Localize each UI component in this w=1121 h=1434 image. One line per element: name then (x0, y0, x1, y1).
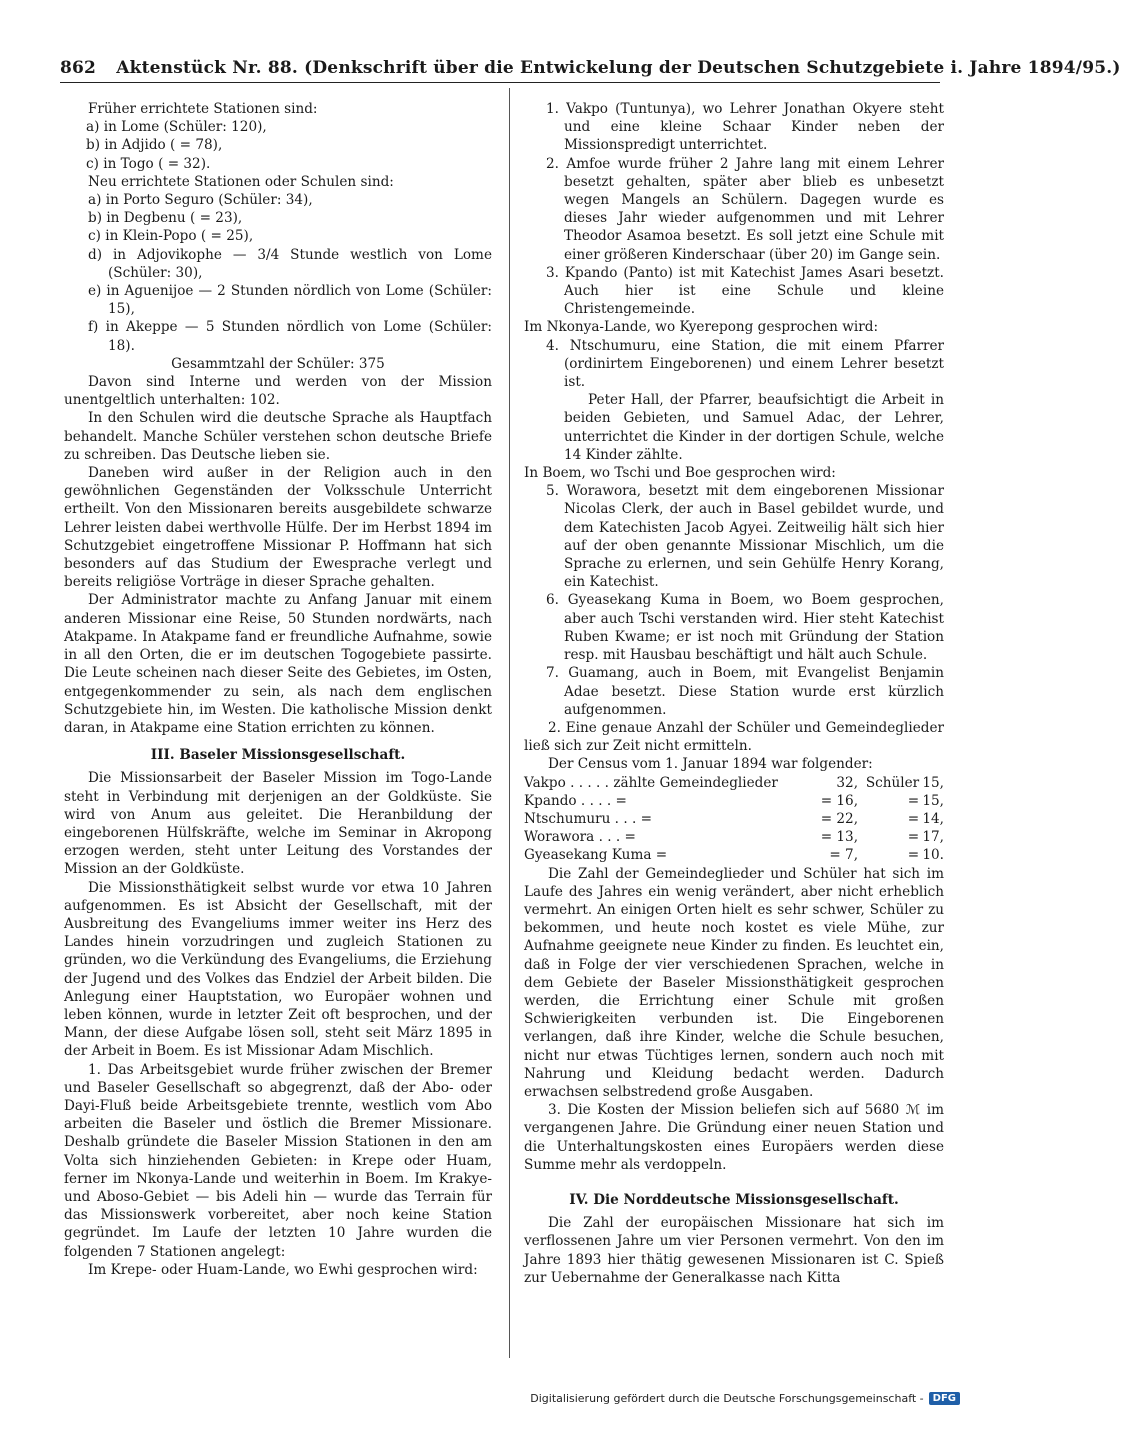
census-label: = (907, 829, 920, 846)
right-column (524, 100, 944, 1287)
census-place: Vakpo . . . . . zählte Gemeindeglieder (524, 774, 778, 791)
census-members: = 22, (820, 810, 859, 827)
census-pupils: 10. (922, 847, 944, 864)
paragraph: Im Krepe- oder Huam-Lande, wo Ewhi gesprochen wird: (88, 1261, 478, 1278)
census-label: = (907, 810, 920, 827)
list-item: 6. Gyeasekang Kuma in Boem, wo Boem gesprochen, aber auch Tschi verstanden wird. Hier steht Katechist Ruben Kwame; er ist noch mit Gründung der Station resp. mit Hausbau beschäftigt und hält auch Schule. (546, 592, 944, 664)
list-item: c) in Klein-Popo ( = 25), (88, 228, 254, 245)
section-heading: III. Baseler Missionsgesellschaft. (150, 747, 406, 764)
running-title: Aktenstück Nr. 88. (Denkschrift über die Entwickelung der Deutschen Schutzgebiete i. Jahre 1894/95.) (116, 58, 1121, 78)
subheading: Im Nkonya-Lande, wo Kyerepong gesprochen wird: (524, 319, 879, 336)
spacer (524, 1174, 944, 1182)
list-item: b) in Adjido ( = 78), (86, 137, 223, 154)
paragraph: 2. Eine genaue Anzahl der Schüler und Gemeindeglieder ließ sich zur Zeit nicht ermitteln. (524, 719, 944, 755)
paragraph: Neu errichtete Stationen oder Schulen sind: (88, 173, 394, 190)
page-header (60, 58, 1121, 78)
census-place: Ntschumuru . . . = (524, 810, 652, 827)
list-item: f) in Akeppe — 5 Stunden nördlich von Lome (Schüler: 18). (88, 319, 492, 354)
paragraph: In den Schulen wird die deutsche Sprache als Hauptfach behandelt. Manche Schüler verstehen schon deutsche Briefe zu schreiben. Das Deutsche lieben sie. (64, 410, 492, 463)
list-item: d) in Adjovikophe — 3/4 Stunde westlich von Lome (Schüler: 30), (88, 246, 492, 281)
table-row (524, 774, 944, 792)
census-table (524, 774, 944, 865)
paragraph: Daneben wird außer in der Religion auch in den gewöhnlichen Gegenständen der Volksschule Unterricht ertheilt. Von den Missionaren bereits ausgebildete schwarze Lehrer leisten dabei werthvolle Hülfe. Der im Herbst 1894 im Schutzgebiet eingetroffene Missionar P. Hoffmann hat sich besonders auf das Studium der Ewesprache verlegt und bereits religiöse Vorträge in dieser Sprache gehalten. (64, 465, 492, 591)
list-item: e) in Aguenijoe — 2 Stunden nördlich von Lome (Schüler: 15), (88, 283, 492, 318)
census-label: = (907, 847, 920, 864)
paragraph: Der Administrator machte zu Anfang Januar mit einem anderen Missionar eine Reise, 50 Stunden nordwärts, nach Atakpame. In Atakpame fand er freundliche Aufnahme, sowie in all den Orten, die er im deutschen Togogebiete passirte. Die Leute scheinen nach dieser Seite des Gebietes, im Osten, entgegenkommender zu sein, als nach dem englischen Schutzgebiete hin, im Westen. Die katholische Mission denkt daran, in Atakpame eine Station errichten zu können. (64, 592, 492, 736)
census-pupils: 15, (922, 792, 944, 809)
dfg-logo: DFG (929, 1392, 960, 1405)
census-place: Worawora . . . = (524, 829, 636, 846)
list-item: 2. Amfoe wurde früher 2 Jahre lang mit einem Lehrer besetzt gehalten, später aber blieb es unbesetzt wegen Mangels an Schülern. Dagegen wurde es dieses Jahr wieder aufgenommen und mit Lehrer Theodor Asamoa besetzt. Es soll jetzt eine Schule mit einer größeren Kinderschaar (über 20) im Gange sein. (546, 155, 944, 263)
list-item: c) in Togo ( = 32). (86, 155, 211, 172)
section-heading: IV. Die Norddeutsche Missionsgesellschaft. (569, 1191, 899, 1208)
column-divider (509, 88, 510, 1358)
list-item: 1. Vakpo (Tuntunya), wo Lehrer Jonathan Okyere steht und eine kleine Schaar Kinder neben der Missionspredigt unterrichtet. (546, 101, 944, 154)
list-item: a) in Lome (Schüler: 120), (86, 119, 267, 136)
footer-text: Digitalisierung gefördert durch die Deutsche Forschungsgemeinschaft - (530, 1392, 924, 1405)
paragraph: Der Census vom 1. Januar 1894 war folgender: (548, 756, 873, 773)
page-number: 862 (60, 58, 97, 78)
paragraph: Früher errichtete Stationen sind: (88, 101, 318, 117)
paragraph: 1. Das Arbeitsgebiet wurde früher zwischen der Bremer und Baseler Gesellschaft so abgegrenzt, daß der Abo- oder Dayi-Fluß beide Arbeitsgebiete trennte, westlich vom Abo arbeiten die Baseler und östlich die Bremer Missionare. Deshalb gründete die Baseler Mission Stationen in den am Volta sich hinziehenden Gebieten: in Krepe oder Huam, ferner im Nkonya-Lande und weiterhin in Boem. Im Krakye- und Aboso-Gebiet — bis Adeli hin — wurde das Terrain für das Missionswerk vorbereitet, aber noch keine Station gegründet. Im Laufe der letzten 10 Jahre wurden die folgenden 7 Stationen angelegt: (64, 1061, 492, 1260)
census-label: = (907, 792, 920, 809)
paragraph: Die Missionsarbeit der Baseler Mission im Togo-Lande steht in Verbindung mit derjenigen an der Goldküste. Sie wird von Anum aus geleitet. Die Heranbildung der eingeborenen Hülfskräfte, welche im Seminar in Akropong erzogen werden, steht unter Leitung des Vorstandes der Mission an der Goldküste. (64, 770, 492, 878)
list-item: b) in Degbenu ( = 23), (88, 210, 243, 227)
census-members: = 7, (829, 847, 859, 864)
list-item: 3. Kpando (Panto) ist mit Katechist James Asari besetzt. Auch hier ist eine Schule und kleine Christengemeinde. (546, 264, 944, 318)
census-members: = 13, (820, 829, 859, 846)
table-row (524, 792, 944, 810)
header-rule (60, 82, 940, 83)
list-item: 7. Guamang, auch in Boem, mit Evangelist Benjamin Adae besetzt. Diese Station wurde erst kürzlich aufgenommen. (546, 665, 944, 718)
census-label: Schüler (865, 774, 920, 791)
paragraph: 3. Die Kosten der Mission beliefen sich auf 5680 ℳ im vergangenen Jahre. Die Gründung einer neuen Station und die Unterhaltungskosten eines Europäers werden diese Summe mehr als verdoppeln. (524, 1102, 944, 1173)
census-place: Gyeasekang Kuma = (524, 847, 668, 864)
table-row (524, 846, 944, 864)
table-row (524, 810, 944, 828)
table-row (524, 828, 944, 846)
subheading: In Boem, wo Tschi und Boe gesprochen wird: (524, 465, 836, 482)
paragraph: Die Zahl der Gemeindeglieder und Schüler hat sich im Laufe des Jahres ein wenig verändert, aber nicht erheblich vermehrt. An einigen Orten hielt es sehr schwer, Schüler zu bekommen, und heute noch kostet es viele Mühe, zur Aufnahme geeignete neue Kinder zu finden. Es leuchtet ein, daß in Folge der vier verschiedenen Sprachen, welche in dem Gebiete der Baseler Missionsthätigkeit gesprochen werden, die Errichtung einer Schule mit großen Schwierigkeiten verbunden ist. Die Eingeborenen verlangen, daß ihre Kinder, welche die Schule besuchen, nicht nur etwas Tüchtiges lernen, sondern auch noch mit Nahrung und Kleidung bedacht werden. Dadurch erwachsen selbstredend große Ausgaben. (524, 865, 944, 1100)
paragraph: Die Missionsthätigkeit selbst wurde vor etwa 10 Jahren aufgenommen. Es ist Absicht der Gesellschaft, mit der Ausbreitung des Evangeliums immer weiter ins Herz des Landes hinein vorzudringen und zugleich Stationen zu gründen, wo die Verkündung des Evangeliums, die Erziehung der Jugend und des Volkes das Endziel der Arbeit bilden. Die Anlegung einer Hauptstation, wo Europäer wohnen und leben können, wurde in letzter Zeit oft besprochen, und der Mann, der diese Aufgabe lösen soll, steht seit März 1895 in der Arbeit in Boem. Es ist Missionar Adam Mischlich. (64, 879, 492, 1060)
list-item: 4. Ntschumuru, eine Station, die mit einem Pfarrer (ordinirtem Eingeborenen) und einem Lehrer besetzt ist. (546, 337, 944, 391)
paragraph: Peter Hall, der Pfarrer, beaufsichtigt die Arbeit in beiden Gebieten, und Samuel Adac, der Lehrer, unterrichtet die Kinder in der dortigen Schule, welche 14 Kinder zählte. (564, 392, 944, 463)
total-line: Gesammtzahl der Schüler: 375 (171, 355, 385, 372)
census-pupils: 14, (922, 810, 944, 827)
list-item: 5. Worawora, besetzt mit dem eingeborenen Missionar Nicolas Clerk, der auch in Basel gebildet wurde, und dem Katechisten Jacob Agyei. Zeitweilig hält sich hier auf der oben genannte Missionar Mischlich, um die Sprache zu erlernen, und sein Gehülfe Henry Korang, ein Katechist. (546, 483, 944, 591)
census-members: = 16, (820, 792, 859, 809)
left-column (64, 100, 492, 1279)
paragraph: Davon sind Interne und werden von der Mission unentgeltlich unterhalten: 102. (64, 374, 492, 409)
footer-credit (530, 1392, 960, 1405)
census-place: Kpando . . . . = (524, 792, 627, 809)
paragraph: Die Zahl der europäischen Missionare hat sich im verflossenen Jahre um vier Personen vermehrt. Von den im Jahre 1893 hier thätig gewesenen Missionaren ist C. Spieß zur Uebernahme der Generalkasse nach Kitta (524, 1215, 944, 1286)
list-item: a) in Porto Seguro (Schüler: 34), (88, 192, 313, 209)
census-members: 32, (836, 774, 859, 791)
census-pupils: 15, (922, 774, 944, 791)
census-pupils: 17, (922, 829, 944, 846)
